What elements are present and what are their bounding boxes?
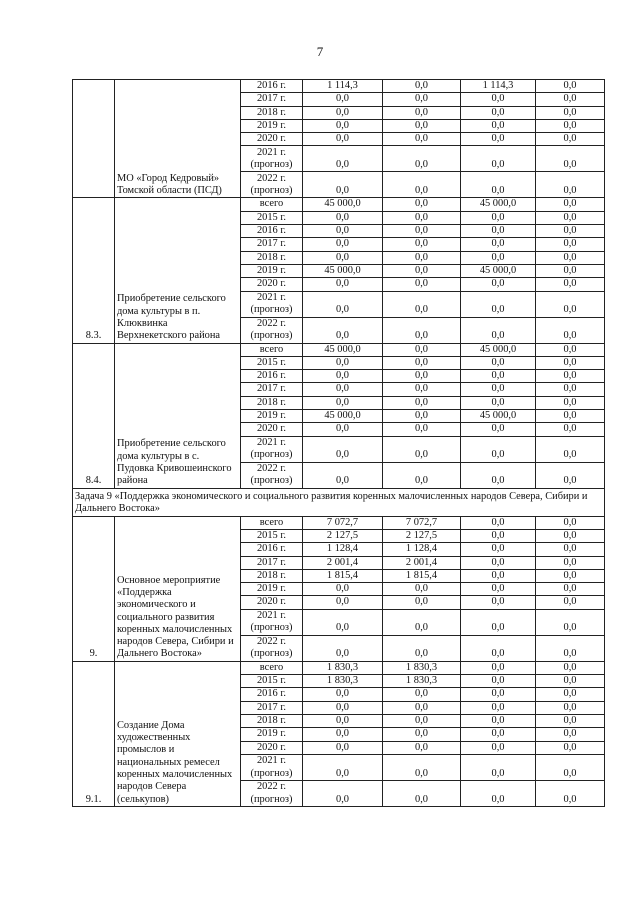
value-cell: 0,0 xyxy=(536,714,605,727)
value-cell: 0,0 xyxy=(536,291,605,317)
value-cell: 0,0 xyxy=(461,146,536,172)
value-cell: 0,0 xyxy=(303,396,383,409)
value-cell: 0,0 xyxy=(536,211,605,224)
value-cell: 0,0 xyxy=(303,383,383,396)
year-cell: 2016 г. xyxy=(241,543,303,556)
value-cell: 0,0 xyxy=(303,714,383,727)
value-cell: 45 000,0 xyxy=(461,410,536,423)
value-cell: 0,0 xyxy=(536,225,605,238)
table-row xyxy=(73,343,605,356)
value-cell: 0,0 xyxy=(383,119,461,132)
value-cell: 0,0 xyxy=(303,146,383,172)
year-cell: 2015 г. xyxy=(241,675,303,688)
value-cell: 0,0 xyxy=(536,146,605,172)
value-cell: 0,0 xyxy=(383,741,461,754)
value-cell: 0,0 xyxy=(303,701,383,714)
value-cell: 0,0 xyxy=(461,356,536,369)
year-cell: 2021 г. (прогноз) xyxy=(241,754,303,780)
page-number: 7 xyxy=(316,44,324,59)
year-cell: всего xyxy=(241,516,303,529)
year-cell: 2016 г. xyxy=(241,80,303,93)
year-cell: 2016 г. xyxy=(241,225,303,238)
value-cell: 0,0 xyxy=(536,317,605,343)
value-cell: 0,0 xyxy=(461,225,536,238)
value-cell: 0,0 xyxy=(536,569,605,582)
item-number: 9. xyxy=(73,516,115,661)
value-cell: 1 815,4 xyxy=(303,569,383,582)
table-row xyxy=(73,198,605,211)
value-cell: 0,0 xyxy=(383,93,461,106)
value-cell: 0,0 xyxy=(303,754,383,780)
value-cell: 0,0 xyxy=(461,609,536,635)
year-cell: 2019 г. xyxy=(241,119,303,132)
value-cell: 0,0 xyxy=(461,278,536,291)
value-cell: 0,0 xyxy=(536,106,605,119)
table-row xyxy=(73,661,605,674)
value-cell: 0,0 xyxy=(461,93,536,106)
value-cell: 0,0 xyxy=(536,251,605,264)
year-cell: 2020 г. xyxy=(241,278,303,291)
item-name: Приобретение сельского дома культуры в п. Клюквинка Верхнекетского района xyxy=(115,198,241,343)
value-cell: 0,0 xyxy=(383,370,461,383)
value-cell: 0,0 xyxy=(383,596,461,609)
value-cell: 0,0 xyxy=(383,291,461,317)
value-cell: 0,0 xyxy=(303,172,383,198)
value-cell: 0,0 xyxy=(461,172,536,198)
year-cell: 2022 г. (прогноз) xyxy=(241,317,303,343)
value-cell: 1 128,4 xyxy=(303,543,383,556)
value-cell: 0,0 xyxy=(303,436,383,462)
value-cell: 0,0 xyxy=(461,780,536,806)
year-cell: 2016 г. xyxy=(241,688,303,701)
value-cell: 0,0 xyxy=(536,356,605,369)
year-cell: 2017 г. xyxy=(241,93,303,106)
year-cell: 2022 г. (прогноз) xyxy=(241,780,303,806)
value-cell: 0,0 xyxy=(536,701,605,714)
value-cell: 0,0 xyxy=(303,356,383,369)
value-cell: 0,0 xyxy=(303,423,383,436)
value-cell: 0,0 xyxy=(461,370,536,383)
value-cell: 0,0 xyxy=(461,119,536,132)
value-cell: 0,0 xyxy=(461,211,536,224)
value-cell: 0,0 xyxy=(536,635,605,661)
value-cell: 0,0 xyxy=(461,516,536,529)
value-cell: 45 000,0 xyxy=(461,343,536,356)
value-cell: 0,0 xyxy=(303,106,383,119)
year-cell: 2021 г. (прогноз) xyxy=(241,146,303,172)
value-cell: 0,0 xyxy=(461,583,536,596)
year-cell: всего xyxy=(241,343,303,356)
value-cell: 0,0 xyxy=(303,251,383,264)
value-cell: 0,0 xyxy=(383,80,461,93)
value-cell: 0,0 xyxy=(536,133,605,146)
year-cell: 2018 г. xyxy=(241,251,303,264)
value-cell: 0,0 xyxy=(303,211,383,224)
value-cell: 1 815,4 xyxy=(383,569,461,582)
value-cell: 0,0 xyxy=(383,436,461,462)
year-cell: 2020 г. xyxy=(241,133,303,146)
value-cell: 0,0 xyxy=(383,106,461,119)
value-cell: 0,0 xyxy=(303,370,383,383)
value-cell: 0,0 xyxy=(536,410,605,423)
value-cell: 0,0 xyxy=(536,754,605,780)
item-number: 8.3. xyxy=(73,198,115,343)
year-cell: 2017 г. xyxy=(241,556,303,569)
value-cell: 0,0 xyxy=(383,278,461,291)
year-cell: 2017 г. xyxy=(241,383,303,396)
value-cell: 0,0 xyxy=(461,436,536,462)
value-cell: 0,0 xyxy=(303,238,383,251)
year-cell: 2018 г. xyxy=(241,569,303,582)
value-cell: 0,0 xyxy=(536,119,605,132)
value-cell: 0,0 xyxy=(383,225,461,238)
value-cell: 0,0 xyxy=(383,172,461,198)
value-cell: 45 000,0 xyxy=(461,264,536,277)
value-cell: 0,0 xyxy=(461,754,536,780)
item-name: Создание Дома художественных промыслов и национальных ремесел коренных малочисленных народов Севера (селькупов) xyxy=(115,661,241,806)
value-cell: 2 127,5 xyxy=(383,529,461,542)
value-cell: 0,0 xyxy=(461,688,536,701)
value-cell: 0,0 xyxy=(536,396,605,409)
value-cell: 2 127,5 xyxy=(303,529,383,542)
value-cell: 1 830,3 xyxy=(383,675,461,688)
value-cell: 45 000,0 xyxy=(303,343,383,356)
year-cell: 2017 г. xyxy=(241,701,303,714)
value-cell: 0,0 xyxy=(383,688,461,701)
value-cell: 0,0 xyxy=(303,688,383,701)
value-cell: 0,0 xyxy=(303,278,383,291)
year-cell: 2015 г. xyxy=(241,211,303,224)
value-cell: 0,0 xyxy=(461,238,536,251)
year-cell: 2019 г. xyxy=(241,264,303,277)
value-cell: 1 114,3 xyxy=(461,80,536,93)
year-cell: 2019 г. xyxy=(241,728,303,741)
year-cell: 2018 г. xyxy=(241,714,303,727)
value-cell: 0,0 xyxy=(536,688,605,701)
item-name: Основное мероприятие «Поддержка экономического и социального развития коренных малочисленных народов Севера, Сибири и Дальнего Востока» xyxy=(115,516,241,661)
value-cell: 0,0 xyxy=(303,133,383,146)
value-cell: 0,0 xyxy=(536,675,605,688)
value-cell: 1 114,3 xyxy=(303,80,383,93)
value-cell: 0,0 xyxy=(536,556,605,569)
value-cell: 0,0 xyxy=(383,728,461,741)
value-cell: 0,0 xyxy=(383,583,461,596)
year-cell: 2020 г. xyxy=(241,741,303,754)
value-cell: 0,0 xyxy=(383,410,461,423)
value-cell: 0,0 xyxy=(461,396,536,409)
year-cell: 2019 г. xyxy=(241,410,303,423)
table-row xyxy=(73,80,605,93)
value-cell: 0,0 xyxy=(383,754,461,780)
value-cell: 0,0 xyxy=(383,133,461,146)
value-cell: 0,0 xyxy=(303,635,383,661)
value-cell: 0,0 xyxy=(303,741,383,754)
value-cell: 0,0 xyxy=(303,291,383,317)
value-cell: 0,0 xyxy=(461,106,536,119)
value-cell: 0,0 xyxy=(536,516,605,529)
value-cell: 0,0 xyxy=(383,356,461,369)
value-cell: 7 072,7 xyxy=(303,516,383,529)
value-cell: 0,0 xyxy=(383,317,461,343)
item-number: 9.1. xyxy=(73,661,115,806)
item-name: МО «Город Кедровый» Томской области (ПСД) xyxy=(115,80,241,198)
value-cell: 0,0 xyxy=(461,529,536,542)
value-cell: 0,0 xyxy=(303,596,383,609)
year-cell: 2017 г. xyxy=(241,238,303,251)
year-cell: 2021 г. (прогноз) xyxy=(241,291,303,317)
value-cell: 0,0 xyxy=(461,317,536,343)
value-cell: 0,0 xyxy=(536,343,605,356)
value-cell: 0,0 xyxy=(536,462,605,488)
value-cell: 0,0 xyxy=(303,119,383,132)
value-cell: 2 001,4 xyxy=(303,556,383,569)
year-cell: 2019 г. xyxy=(241,583,303,596)
value-cell: 0,0 xyxy=(461,728,536,741)
year-cell: 2015 г. xyxy=(241,529,303,542)
year-cell: 2018 г. xyxy=(241,106,303,119)
value-cell: 0,0 xyxy=(536,93,605,106)
value-cell: 0,0 xyxy=(536,80,605,93)
value-cell: 0,0 xyxy=(461,701,536,714)
value-cell: 0,0 xyxy=(461,383,536,396)
value-cell: 0,0 xyxy=(383,780,461,806)
value-cell: 0,0 xyxy=(383,238,461,251)
value-cell: 0,0 xyxy=(461,569,536,582)
value-cell: 0,0 xyxy=(461,635,536,661)
value-cell: 1 128,4 xyxy=(383,543,461,556)
value-cell: 0,0 xyxy=(536,370,605,383)
value-cell: 0,0 xyxy=(536,609,605,635)
year-cell: 2022 г. (прогноз) xyxy=(241,172,303,198)
value-cell: 0,0 xyxy=(383,251,461,264)
value-cell: 0,0 xyxy=(383,383,461,396)
value-cell: 0,0 xyxy=(383,701,461,714)
task-row xyxy=(73,488,605,516)
value-cell: 0,0 xyxy=(461,423,536,436)
value-cell: 0,0 xyxy=(536,436,605,462)
value-cell: 0,0 xyxy=(303,225,383,238)
year-cell: 2020 г. xyxy=(241,423,303,436)
value-cell: 0,0 xyxy=(536,741,605,754)
value-cell: 0,0 xyxy=(536,596,605,609)
value-cell: 0,0 xyxy=(383,264,461,277)
table-row xyxy=(73,516,605,529)
value-cell: 0,0 xyxy=(383,146,461,172)
value-cell: 0,0 xyxy=(536,529,605,542)
value-cell: 0,0 xyxy=(303,728,383,741)
year-cell: 2022 г. (прогноз) xyxy=(241,635,303,661)
value-cell: 45 000,0 xyxy=(303,410,383,423)
value-cell: 0,0 xyxy=(536,172,605,198)
year-cell: 2018 г. xyxy=(241,396,303,409)
value-cell: 0,0 xyxy=(303,93,383,106)
value-cell: 1 830,3 xyxy=(383,661,461,674)
value-cell: 0,0 xyxy=(383,462,461,488)
value-cell: 0,0 xyxy=(383,635,461,661)
value-cell: 45 000,0 xyxy=(303,264,383,277)
value-cell: 1 830,3 xyxy=(303,661,383,674)
value-cell: 0,0 xyxy=(303,583,383,596)
value-cell: 0,0 xyxy=(461,714,536,727)
value-cell: 0,0 xyxy=(303,780,383,806)
value-cell: 0,0 xyxy=(461,556,536,569)
value-cell: 0,0 xyxy=(536,198,605,211)
value-cell: 0,0 xyxy=(536,423,605,436)
value-cell: 0,0 xyxy=(461,741,536,754)
value-cell: 0,0 xyxy=(383,396,461,409)
value-cell: 0,0 xyxy=(536,661,605,674)
year-cell: 2016 г. xyxy=(241,370,303,383)
year-cell: 2015 г. xyxy=(241,356,303,369)
budget-table xyxy=(72,79,605,807)
value-cell: 0,0 xyxy=(461,596,536,609)
value-cell: 0,0 xyxy=(383,609,461,635)
value-cell: 0,0 xyxy=(536,543,605,556)
value-cell: 0,0 xyxy=(461,661,536,674)
year-cell: 2021 г. (прогноз) xyxy=(241,436,303,462)
task-heading: Задача 9 «Поддержка экономического и социального развития коренных малочисленных народов Севера, Сибири и Дальнего Востока» xyxy=(73,488,605,516)
value-cell: 0,0 xyxy=(383,198,461,211)
value-cell: 0,0 xyxy=(461,462,536,488)
value-cell: 7 072,7 xyxy=(383,516,461,529)
value-cell: 45 000,0 xyxy=(303,198,383,211)
value-cell: 45 000,0 xyxy=(461,198,536,211)
year-cell: всего xyxy=(241,661,303,674)
item-number: 8.4. xyxy=(73,343,115,488)
value-cell: 0,0 xyxy=(536,780,605,806)
value-cell: 0,0 xyxy=(536,383,605,396)
value-cell: 0,0 xyxy=(461,251,536,264)
year-cell: 2020 г. xyxy=(241,596,303,609)
value-cell: 0,0 xyxy=(303,317,383,343)
value-cell: 0,0 xyxy=(383,423,461,436)
value-cell: 0,0 xyxy=(536,278,605,291)
value-cell: 0,0 xyxy=(461,543,536,556)
value-cell: 0,0 xyxy=(383,343,461,356)
value-cell: 1 830,3 xyxy=(303,675,383,688)
value-cell: 0,0 xyxy=(383,714,461,727)
item-name: Приобретение сельского дома культуры в с. Пудовка Кривошеинского района xyxy=(115,343,241,488)
value-cell: 0,0 xyxy=(303,462,383,488)
year-cell: 2022 г. (прогноз) xyxy=(241,462,303,488)
value-cell: 0,0 xyxy=(461,133,536,146)
value-cell: 0,0 xyxy=(461,291,536,317)
value-cell: 0,0 xyxy=(536,264,605,277)
value-cell: 0,0 xyxy=(536,583,605,596)
value-cell: 0,0 xyxy=(536,238,605,251)
value-cell: 0,0 xyxy=(383,211,461,224)
value-cell: 0,0 xyxy=(461,675,536,688)
item-number xyxy=(73,80,115,198)
value-cell: 0,0 xyxy=(303,609,383,635)
year-cell: 2021 г. (прогноз) xyxy=(241,609,303,635)
value-cell: 0,0 xyxy=(536,728,605,741)
value-cell: 2 001,4 xyxy=(383,556,461,569)
year-cell: всего xyxy=(241,198,303,211)
